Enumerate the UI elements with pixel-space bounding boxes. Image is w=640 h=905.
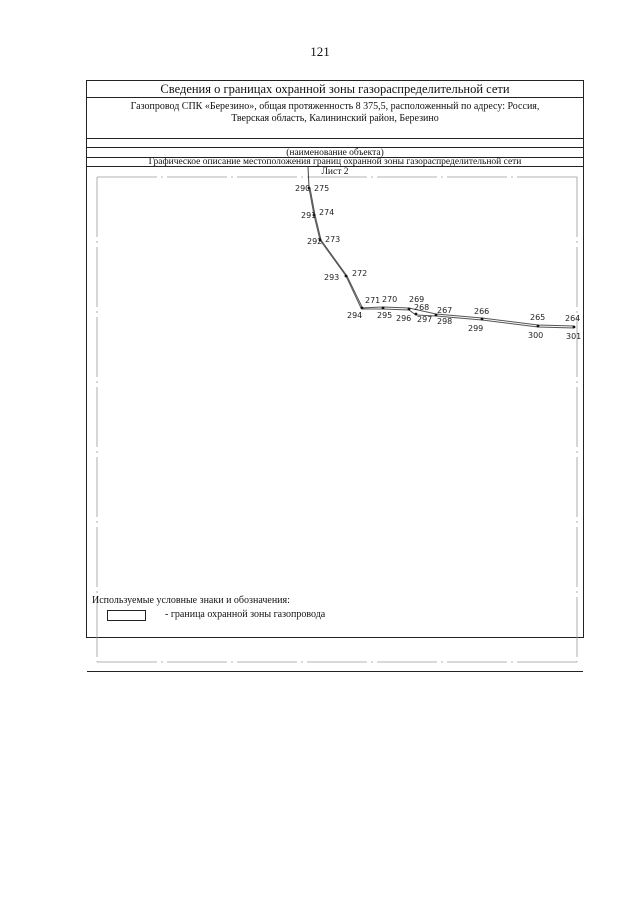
map-frame-dashed: [97, 177, 577, 662]
page-number: 121: [310, 44, 330, 59]
legend-item-label: - граница охранной зоны газопровода: [165, 609, 326, 620]
point-label-271: 271: [365, 296, 381, 305]
point-label-296: 296: [396, 314, 412, 323]
point-label-300: 300: [528, 331, 544, 340]
sheet-label: Лист 2: [321, 167, 349, 177]
object-name-blank-row: [87, 139, 583, 148]
point-label-294: 294: [347, 311, 363, 320]
graphic-description: Графическое описание местоположения границ охранной зоны газораспределительной сети: [87, 158, 583, 167]
boundary-point-labels: [295, 184, 581, 341]
point-label-299: 299: [468, 324, 484, 333]
boundary-point-269: [408, 308, 411, 311]
point-label-297: 297: [417, 315, 433, 324]
legend: [87, 592, 583, 637]
point-label-293: 293: [324, 273, 340, 282]
point-label-290: 290: [295, 184, 311, 193]
legend-symbol-box: [107, 610, 146, 621]
point-label-265: 265: [530, 313, 546, 322]
point-label-291: 291: [301, 211, 317, 220]
point-label-298: 298: [437, 317, 453, 326]
point-label-266: 266: [474, 307, 490, 316]
legend-title: Используемые условные знаки и обозначения:: [92, 595, 290, 606]
point-label-274: 274: [319, 208, 335, 217]
point-label-269: 269: [409, 295, 425, 304]
point-label-267: 267: [437, 306, 453, 315]
object-name: [87, 98, 583, 139]
point-label-292: 292: [307, 237, 323, 246]
point-label-295: 295: [377, 311, 393, 320]
point-label-273: 273: [325, 235, 341, 244]
point-label-264: 264: [565, 314, 581, 323]
boundary-point-294: [361, 307, 364, 310]
object-line-2: Тверская область, Калининский район, Березино: [231, 113, 439, 124]
document-frame: [86, 80, 584, 638]
object-line-1: Газопровод СПК «Березино», общая протяженность 8 375,5, расположенный по адресу: Россия,: [130, 101, 540, 112]
point-label-270: 270: [382, 295, 398, 304]
point-label-275: 275: [314, 184, 330, 193]
object-caption: (наименование объекта): [87, 148, 583, 158]
point-label-301: 301: [566, 332, 582, 341]
boundary-point-265: [537, 325, 540, 328]
point-label-268: 268: [414, 303, 430, 312]
document-title: Сведения о границах охранной зоны газораспределительной сети: [87, 81, 583, 98]
boundary-point-266: [481, 318, 484, 321]
boundary-point-293: [345, 275, 348, 278]
boundary-point-270: [382, 307, 385, 310]
boundary-point-264: [573, 326, 576, 329]
point-label-272: 272: [352, 269, 368, 278]
